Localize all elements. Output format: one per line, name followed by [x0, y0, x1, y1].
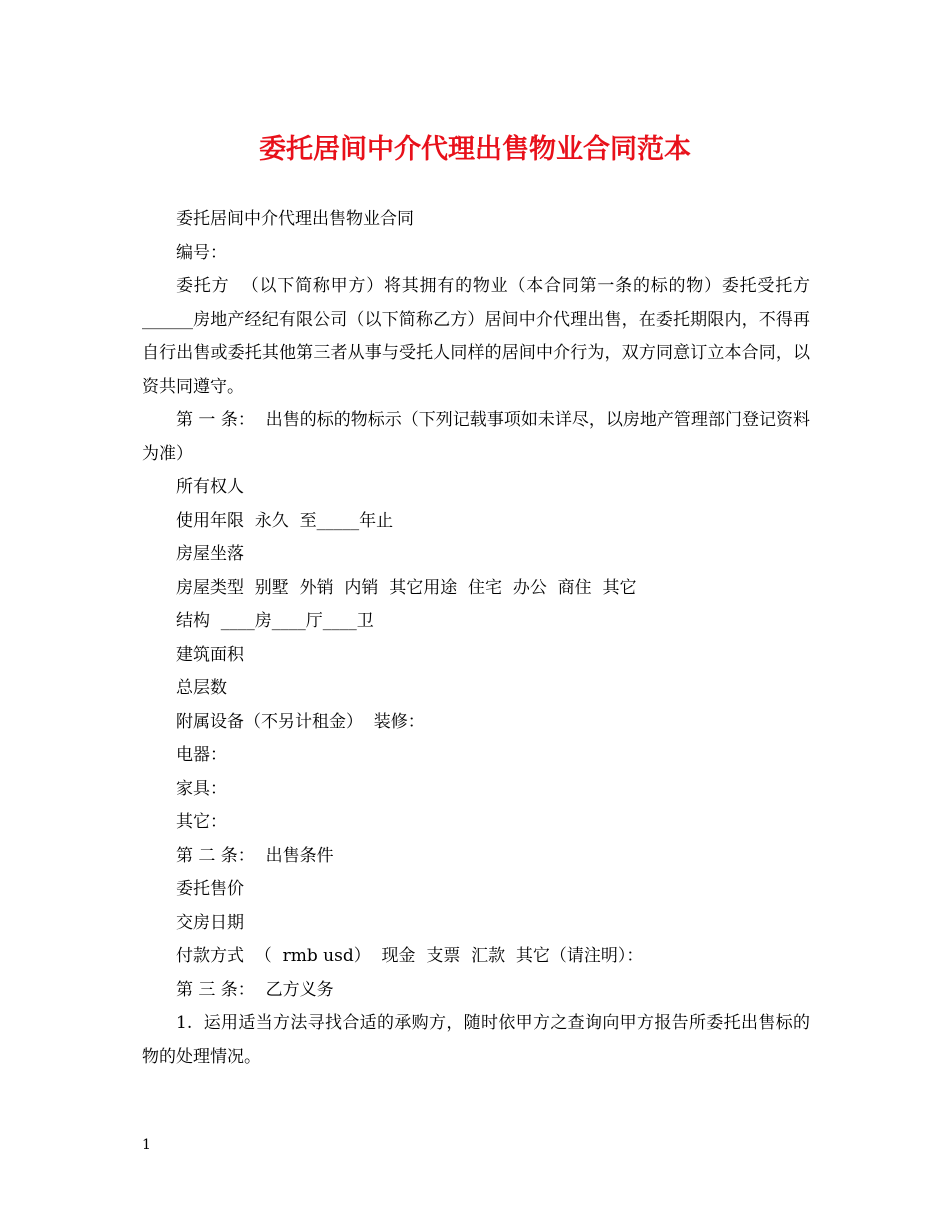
- field-attached-equipment: 附属设备（不另计租金） 装修：: [176, 711, 425, 732]
- field-total-floors: 总层数: [176, 678, 227, 698]
- field-handover-date: 交房日期: [176, 912, 244, 933]
- field-structure: 结构 ____房____厅____卫: [176, 611, 374, 631]
- field-house-type: 房屋类型 别墅 外销 内销 其它用途 住宅 办公 商住 其它: [176, 577, 637, 598]
- field-furniture: 家具：: [176, 778, 227, 799]
- field-payment-method: 付款方式 （ rmb usd） 现金 支票 汇款 其它（请注明）：: [176, 946, 644, 966]
- article-3-clause-1: 1. 运用适当方法寻找合适的承购方，随时依甲方之查询向甲方报告所委托出售标的物的处理情况。: [142, 1013, 810, 1067]
- field-owner: 所有权人: [176, 477, 244, 497]
- article-3-heading: 第 三 条： 乙方义务: [176, 979, 334, 1000]
- field-location: 房屋坐落: [176, 544, 244, 564]
- paragraph-contract-name: 委托居间中介代理出售物业合同: [176, 209, 414, 229]
- document-body: [142, 203, 810, 1074]
- field-term-of-use: 使用年限 永久 至_____年止: [176, 510, 394, 531]
- article-2-heading: 第 二 条： 出售条件: [176, 845, 334, 866]
- field-asking-price: 委托售价: [176, 879, 244, 899]
- article-1-heading: 第 一 条： 出售的标的物标示（下列记载事项如未详尽，以房地产管理部门登记资料为准）: [142, 410, 810, 464]
- field-appliances: 电器：: [176, 745, 227, 765]
- paragraph-number: 编号：: [176, 242, 227, 263]
- field-floor-area: 建筑面积: [176, 644, 244, 665]
- field-other: 其它：: [176, 812, 227, 832]
- page-number: 1: [142, 1137, 151, 1153]
- document-title: 委托居间中介代理出售物业合同范本: [259, 134, 691, 165]
- paragraph-preamble: 委托方 （以下简称甲方）将其拥有的物业（本合同第一条的标的物）委托受托方______房地产经纪有限公司（以下简称乙方）居间中介代理出售，在委托期限内，不得再自行出售或委托其他第三者从事与受托人同样的居间中介行为，双方同意订立本合同，以资共同遵守。: [142, 276, 810, 397]
